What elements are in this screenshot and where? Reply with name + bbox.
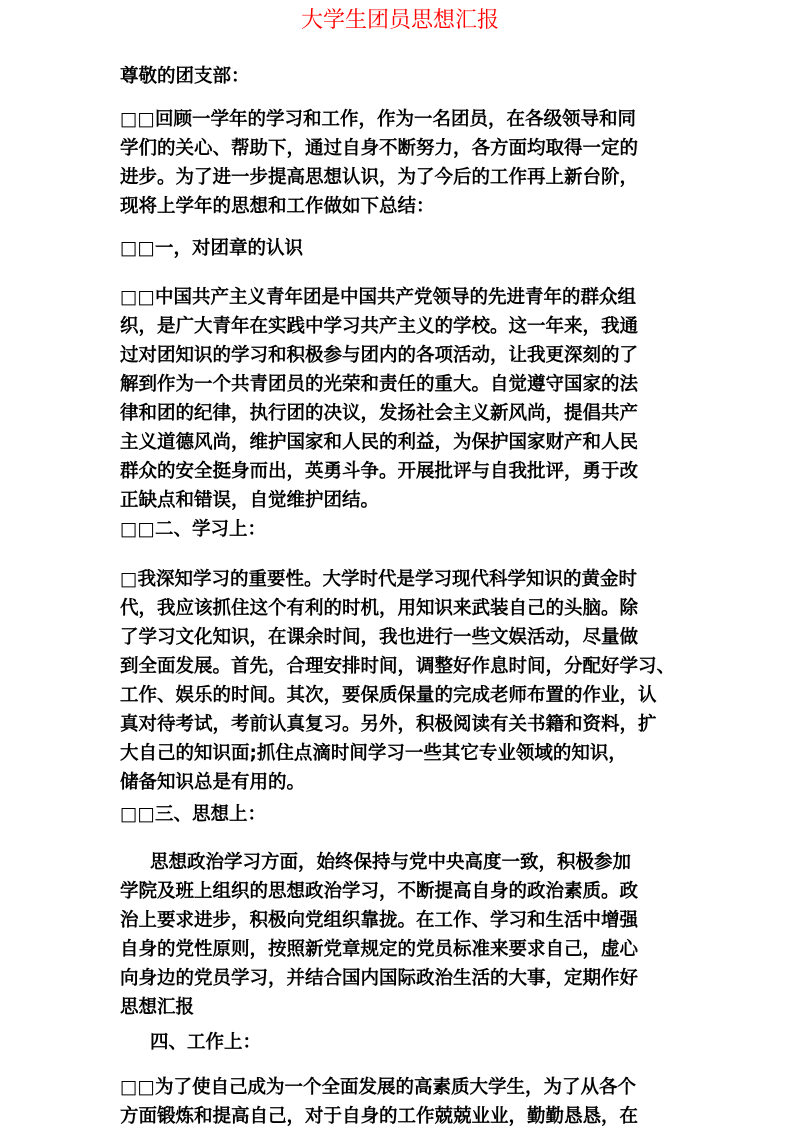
section-4-paragraph <box>120 1073 680 1131</box>
paragraph-line: 学们的关心、帮助下，通过自身不断努力，各方面均取得一定的 <box>120 138 639 159</box>
paragraph-line: 过对团知识的学习和积极参与团内的各项活动，让我更深刻的了 <box>120 345 639 366</box>
paragraph-line: 真对待考试，考前认真复习。另外，积极阅读有关书籍和资料，扩 <box>120 714 657 735</box>
paragraph-line: 进步。为了进一步提高思想认识，为了今后的工作再上新台阶， <box>120 167 639 188</box>
paragraph-line: □□中国共产主义青年团是中国共产党领导的先进青年的群众组 <box>120 287 636 308</box>
paragraph-line: 向身边的党员学习，并结合国内国际政治生活的大事，定期作好 <box>120 968 639 989</box>
section-2-paragraph <box>120 565 680 797</box>
paragraph-line: 现将上学年的思想和工作做如下总结： <box>120 196 435 217</box>
intro-paragraph <box>120 105 680 221</box>
section-heading-3 <box>120 800 680 829</box>
greeting-text: 尊敬的团支部： <box>120 66 250 87</box>
section-3-paragraph <box>120 848 680 1022</box>
greeting <box>120 62 680 91</box>
paragraph-line: 思想政治学习方面，始终保持与党中央高度一致，积极参加 <box>150 852 632 873</box>
section-heading-text: □□二、学习上： <box>120 519 266 540</box>
paragraph-line: 到全面发展。首先，合理安排时间，调整好作息时间，分配好学习、 <box>120 656 676 677</box>
section-heading-text: 四、工作上： <box>150 1032 262 1053</box>
section-1-paragraph <box>120 283 680 515</box>
paragraph-line: 治上要求进步，积极向党组织靠拢。在工作、学习和生活中增强 <box>120 910 639 931</box>
paragraph-line: 储备知识总是有用的。 <box>120 772 306 793</box>
section-heading-2 <box>120 515 680 544</box>
paragraph-line: 大自己的知识面;抓住点滴时间学习一些其它专业领域的知识， <box>120 743 627 764</box>
paragraph-line: 自身的党性原则，按照新党章规定的党员标准来要求自己，虚心 <box>120 939 639 960</box>
paragraph-line: 代，我应该抓住这个有利的时机，用知识来武装自己的头脑。除 <box>120 598 639 619</box>
paragraph-line: □□为了使自己成为一个全面发展的高素质大学生，为了从各个 <box>120 1077 636 1098</box>
section-heading-1 <box>120 234 680 263</box>
paragraph-line: 学院及班上组织的思想政治学习，不断提高自身的政治素质。政 <box>120 881 639 902</box>
paragraph-line: 解到作为一个共青团员的光荣和责任的重大。自觉遵守国家的法 <box>120 374 639 395</box>
paragraph-line: □□回顾一学年的学习和工作，作为一名团员，在各级领导和同 <box>120 109 636 130</box>
section-heading-text: □□一，对团章的认识 <box>120 238 303 259</box>
paragraph-line: 织，是广大青年在实践中学习共产主义的学校。这一年来，我通 <box>120 316 639 337</box>
paragraph-line: 正缺点和错误，自觉维护团结。 <box>120 490 380 511</box>
document-title: 大学生团员思想汇报 <box>300 8 499 33</box>
paragraph-line: 主义道德风尚，维护国家和人民的利益，为保护国家财产和人民 <box>120 432 639 453</box>
section-heading-text: □□三、思想上： <box>120 804 266 825</box>
paragraph-line: 群众的安全挺身而出，英勇斗争。开展批评与自我批评，勇于改 <box>120 461 639 482</box>
paragraph-line: 律和团的纪律，执行团的决议，发扬社会主义新风尚，提倡共产 <box>120 403 639 424</box>
paragraph-line: 了学习文化知识，在课余时间，我也进行一些文娱活动，尽量做 <box>120 627 639 648</box>
paragraph-line: □我深知学习的重要性。大学时代是学习现代科学知识的黄金时 <box>120 569 637 590</box>
section-heading-4 <box>120 1028 680 1057</box>
paragraph-line: 方面锻炼和提高自己，对于自身的工作兢兢业业，勤勤恳恳，在 <box>120 1106 639 1127</box>
paragraph-line: 工作、娱乐的时间。其次，要保质保量的完成老师布置的作业，认 <box>120 685 657 706</box>
paragraph-line: 思想汇报 <box>120 997 195 1018</box>
